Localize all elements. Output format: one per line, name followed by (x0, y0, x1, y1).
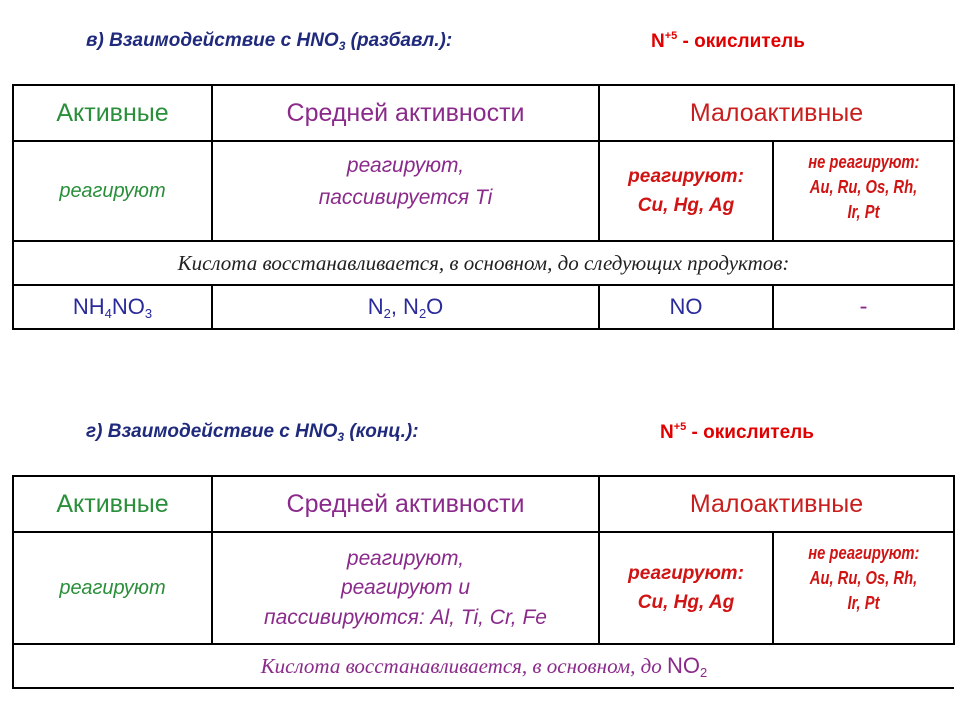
cell-line: реагируют: (628, 165, 744, 187)
cell-line: пассивируются: Al, Ti, Cr, Fe (264, 605, 547, 629)
header-medium: Средней активности (212, 476, 599, 532)
note-formula (667, 653, 707, 678)
cell-line: реагируют: (628, 562, 744, 584)
formula-sub: 2 (418, 305, 427, 321)
note-text: Кислота восстанавливается, в основном, до (260, 653, 668, 678)
oxidizer-charge: +5 (673, 421, 687, 433)
cell-low-not-react (773, 141, 954, 241)
cell-line: реагируют и (340, 576, 471, 600)
cell-line: Cu, Hg, Ag (637, 592, 735, 613)
cell-line (778, 566, 949, 591)
heading-subscript: 3 (338, 39, 346, 53)
oxidizer-symbol: N (660, 422, 674, 443)
formula-part: O (426, 293, 444, 319)
note-concentrated (13, 644, 954, 688)
formula-part: N (367, 293, 384, 319)
formula-part: NO (667, 652, 701, 678)
cell-line (778, 541, 949, 566)
cell-line (778, 150, 949, 175)
cell-line: Cu, Hg, Ag (637, 195, 735, 216)
oxidizer-symbol: N (651, 31, 665, 52)
cell-low-reacts (599, 141, 773, 241)
products-row (13, 285, 954, 329)
cell-text: Ir, Pt (847, 202, 880, 223)
cell-line: реагируют, (346, 546, 465, 570)
cell-medium-reacts (212, 532, 599, 644)
note-row (13, 241, 954, 285)
cell-line (778, 591, 949, 616)
section-g-heading (86, 421, 419, 444)
header-medium: Средней активности (212, 85, 599, 141)
header-row (13, 476, 954, 532)
cell-line (778, 200, 949, 225)
cell-text: не реагируют: (807, 152, 920, 172)
reaction-row (13, 532, 954, 644)
formula-part: , N (390, 293, 419, 319)
heading-suffix: (конц.): (344, 421, 419, 442)
table-concentrated (12, 475, 955, 689)
product-active (13, 285, 212, 329)
section-v-oxidizer (651, 30, 805, 53)
product-none: - (773, 285, 954, 329)
product-low: NO (599, 285, 773, 329)
section-v-heading (86, 30, 452, 53)
heading-text: в) Взаимодействие с HNO (86, 30, 339, 51)
oxidizer-label: - окислитель (686, 422, 814, 443)
formula-sub: 2 (383, 305, 391, 321)
formula-part: NH (72, 293, 105, 319)
cell-low-reacts (599, 532, 773, 644)
cell-line: реагируют, (346, 154, 465, 177)
reaction-row (13, 141, 954, 241)
cell-medium-reacts (212, 141, 599, 241)
cell-active-reacts: реагируют (13, 141, 212, 241)
cell-text: Au, Ru, Os, Rh, (809, 177, 918, 198)
header-row (13, 85, 954, 141)
note-dilute: Кислота восстанавливается, в основном, до следующих продуктов: (13, 241, 954, 285)
cell-text: не реагируют: (807, 543, 920, 563)
cell-text: Au, Ru, Os, Rh, (809, 568, 918, 589)
formula-sub: 3 (144, 305, 153, 321)
formula-sub: 2 (700, 664, 708, 680)
cell-text: Ir, Pt (847, 593, 880, 614)
heading-text: г) Взаимодействие с HNO (86, 421, 338, 442)
note-row (13, 644, 954, 688)
header-low: Малоактивные (599, 85, 954, 141)
heading-suffix: (разбавл.): (345, 30, 453, 51)
oxidizer-charge: +5 (664, 30, 678, 42)
product-medium (212, 285, 599, 329)
section-g-oxidizer (660, 421, 814, 444)
header-low: Малоактивные (599, 476, 954, 532)
cell-line: пассивируется Ti (318, 185, 493, 209)
cell-line (778, 175, 949, 200)
oxidizer-label: - окислитель (677, 31, 805, 52)
header-active: Активные (13, 476, 212, 532)
cell-active-reacts: реагируют (13, 532, 212, 644)
heading-subscript: 3 (337, 430, 345, 444)
header-active: Активные (13, 85, 212, 141)
formula-sub: 4 (104, 305, 112, 321)
cell-low-not-react (773, 532, 954, 644)
formula-part: NO (111, 293, 145, 319)
table-dilute (12, 84, 955, 330)
